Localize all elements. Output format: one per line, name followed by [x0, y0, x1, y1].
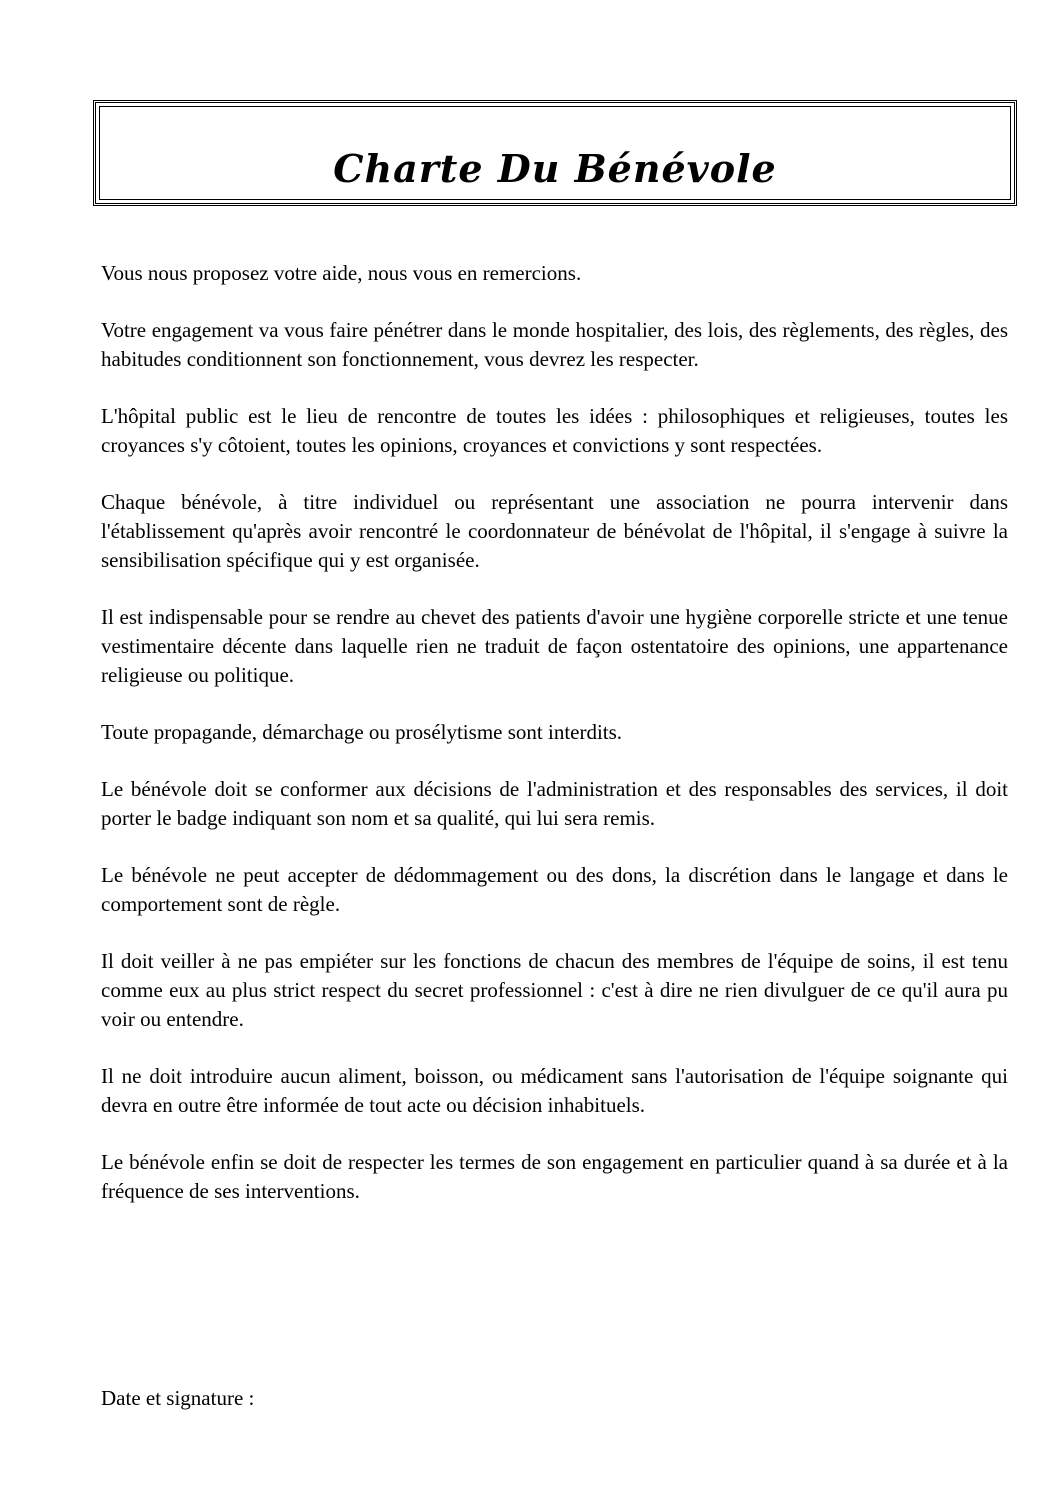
- paragraph-public-hospital: L'hôpital public est le lieu de rencontre de toutes les idées : philosophiques et religieuses, toutes les croyances s'y côtoient, toutes les opinions, croyances et convictions y sont respectées.: [101, 404, 1008, 457]
- paragraph-food-medication: Il ne doit introduire aucun aliment, boisson, ou médicament sans l'autorisation de l'équipe soignante qui devra en outre être informée de tout acte ou décision inhabituels.: [101, 1064, 1008, 1117]
- paragraph-badge: Le bénévole doit se conformer aux décisions de l'administration et des responsables des services, il doit porter le badge indiquant son nom et sa qualité, qui lui sera remis.: [101, 777, 1008, 830]
- paragraph-secrecy: Il doit veiller à ne pas empiéter sur les fonctions de chacun des membres de l'équipe de soins, il est tenu comme eux au plus strict respect du secret professionnel : c'est à dire ne rien divulguer de ce qu'il aura pu voir ou entendre.: [101, 949, 1008, 1031]
- title-frame: [93, 100, 1017, 206]
- paragraph-hygiene: Il est indispensable pour se rendre au chevet des patients d'avoir une hygiène corporelle stricte et une tenue vestimentaire décente dans laquelle rien ne traduit de façon ostentatoire des opinions, une appartenance religieuse ou politique.: [101, 605, 1008, 687]
- paragraph-engagement: Votre engagement va vous faire pénétrer dans le monde hospitalier, des lois, des règlements, des règles, des habitudes conditionnent son fonctionnement, vous devrez les respecter.: [101, 318, 1008, 371]
- title-frame-inner: [96, 103, 1014, 203]
- signature-label: Date et signature :: [101, 1386, 255, 1410]
- document-title: Charte Du Bénévole: [333, 145, 777, 191]
- paragraph-discretion: Le bénévole ne peut accepter de dédommagement ou des dons, la discrétion dans le langage et dans le comportement sont de règle.: [101, 863, 1008, 916]
- paragraph-coordinator: Chaque bénévole, à titre individuel ou représentant une association ne pourra intervenir dans l'établissement qu'après avoir rencontré le coordonnateur de bénévolat de l'hôpital, il s'engage à suivre la sensibilisation spécifique qui y est organisée.: [101, 490, 1008, 572]
- document-body: [101, 259, 1008, 1234]
- paragraph-propaganda: Toute propagande, démarchage ou prosélytisme sont interdits.: [101, 720, 623, 744]
- paragraph-commitment: Le bénévole enfin se doit de respecter les termes de son engagement en particulier quand à sa durée et à la fréquence de ses interventions.: [101, 1150, 1008, 1203]
- paragraph-intro: Vous nous proposez votre aide, nous vous en remercions.: [101, 261, 582, 285]
